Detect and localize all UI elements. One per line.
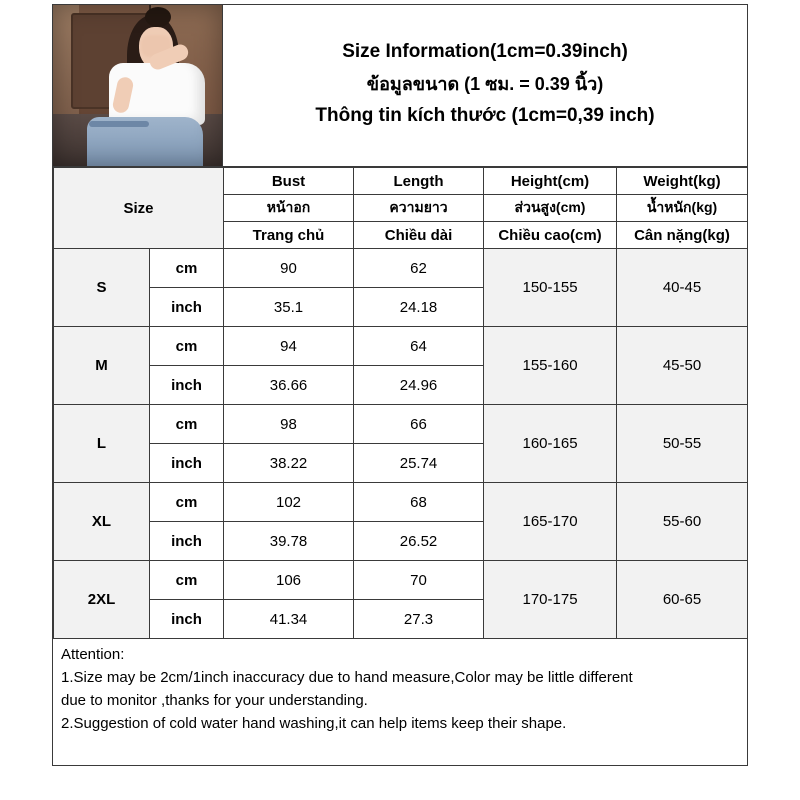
xl-bust-cm: 102: [224, 483, 354, 522]
row-size-xl: XL: [54, 483, 150, 561]
l-height: 160-165: [484, 405, 617, 483]
table-header-row-en: [54, 168, 748, 195]
header-bust-vi: Trang chủ: [224, 222, 354, 249]
xxl-weight: 60-65: [617, 561, 748, 639]
l-bust-cm: 98: [224, 405, 354, 444]
s-length-cm: 62: [354, 249, 484, 288]
l-length-inch: 25.74: [354, 444, 484, 483]
header-weight-vi: Cân nặng(kg): [617, 222, 748, 249]
title-thai: ข้อมูลขนาด (1 ซม. = 0.39 นิ้ว): [366, 73, 604, 94]
unit-cm: cm: [150, 249, 224, 288]
s-height: 150-155: [484, 249, 617, 327]
header-height-en: Height(cm): [484, 168, 617, 195]
m-height: 155-160: [484, 327, 617, 405]
s-length-inch: 24.18: [354, 288, 484, 327]
l-bust-inch: 38.22: [224, 444, 354, 483]
row-size-2xl: 2XL: [54, 561, 150, 639]
m-bust-cm: 94: [224, 327, 354, 366]
header-band: [53, 5, 747, 167]
unit-inch: inch: [150, 600, 224, 639]
title-block: [223, 5, 747, 166]
xl-bust-inch: 39.78: [224, 522, 354, 561]
xxl-height: 170-175: [484, 561, 617, 639]
xxl-bust-inch: 41.34: [224, 600, 354, 639]
m-length-inch: 24.96: [354, 366, 484, 405]
header-weight-en: Weight(kg): [617, 168, 748, 195]
header-size-label: Size: [54, 168, 224, 249]
attention-line-2: due to monitor ,thanks for your understanding.: [61, 692, 368, 709]
xl-height: 165-170: [484, 483, 617, 561]
header-bust-th: หน้าอก: [224, 195, 354, 222]
row-size-s: S: [54, 249, 150, 327]
unit-cm: cm: [150, 327, 224, 366]
photo-vignette: [53, 5, 222, 166]
table-row: [54, 327, 748, 366]
s-weight: 40-45: [617, 249, 748, 327]
l-weight: 50-55: [617, 405, 748, 483]
header-bust-en: Bust: [224, 168, 354, 195]
table-row: [54, 483, 748, 522]
unit-cm: cm: [150, 483, 224, 522]
header-height-th: ส่วนสูง(cm): [484, 195, 617, 222]
title-vietnamese: Thông tin kích thước (1cm=0,39 inch): [315, 104, 655, 126]
xxl-bust-cm: 106: [224, 561, 354, 600]
m-weight: 45-50: [617, 327, 748, 405]
product-photo: [53, 5, 223, 166]
s-bust-cm: 90: [224, 249, 354, 288]
unit-inch: inch: [150, 444, 224, 483]
row-size-m: M: [54, 327, 150, 405]
xxl-length-cm: 70: [354, 561, 484, 600]
m-bust-inch: 36.66: [224, 366, 354, 405]
title-english: Size Information(1cm=0.39inch): [342, 40, 628, 62]
header-length-en: Length: [354, 168, 484, 195]
table-row: [54, 561, 748, 600]
table-row: [54, 405, 748, 444]
row-size-l: L: [54, 405, 150, 483]
attention-note: [53, 639, 747, 741]
xl-length-inch: 26.52: [354, 522, 484, 561]
unit-cm: cm: [150, 561, 224, 600]
table-row: [54, 249, 748, 288]
header-length-vi: Chiều dài: [354, 222, 484, 249]
unit-inch: inch: [150, 288, 224, 327]
size-chart-container: [52, 4, 748, 766]
xxl-length-inch: 27.3: [354, 600, 484, 639]
unit-inch: inch: [150, 366, 224, 405]
attention-heading: Attention:: [61, 646, 125, 663]
s-bust-inch: 35.1: [224, 288, 354, 327]
attention-line-3: 2.Suggestion of cold water hand washing,it can help items keep their shape.: [61, 715, 567, 732]
unit-cm: cm: [150, 405, 224, 444]
xl-weight: 55-60: [617, 483, 748, 561]
size-table: [53, 167, 748, 639]
m-length-cm: 64: [354, 327, 484, 366]
attention-line-1: 1.Size may be 2cm/1inch inaccuracy due to hand measure,Color may be little different: [61, 669, 633, 686]
header-length-th: ความยาว: [354, 195, 484, 222]
header-height-vi: Chiều cao(cm): [484, 222, 617, 249]
l-length-cm: 66: [354, 405, 484, 444]
xl-length-cm: 68: [354, 483, 484, 522]
header-weight-th: น้ำหนัก(kg): [617, 195, 748, 222]
unit-inch: inch: [150, 522, 224, 561]
